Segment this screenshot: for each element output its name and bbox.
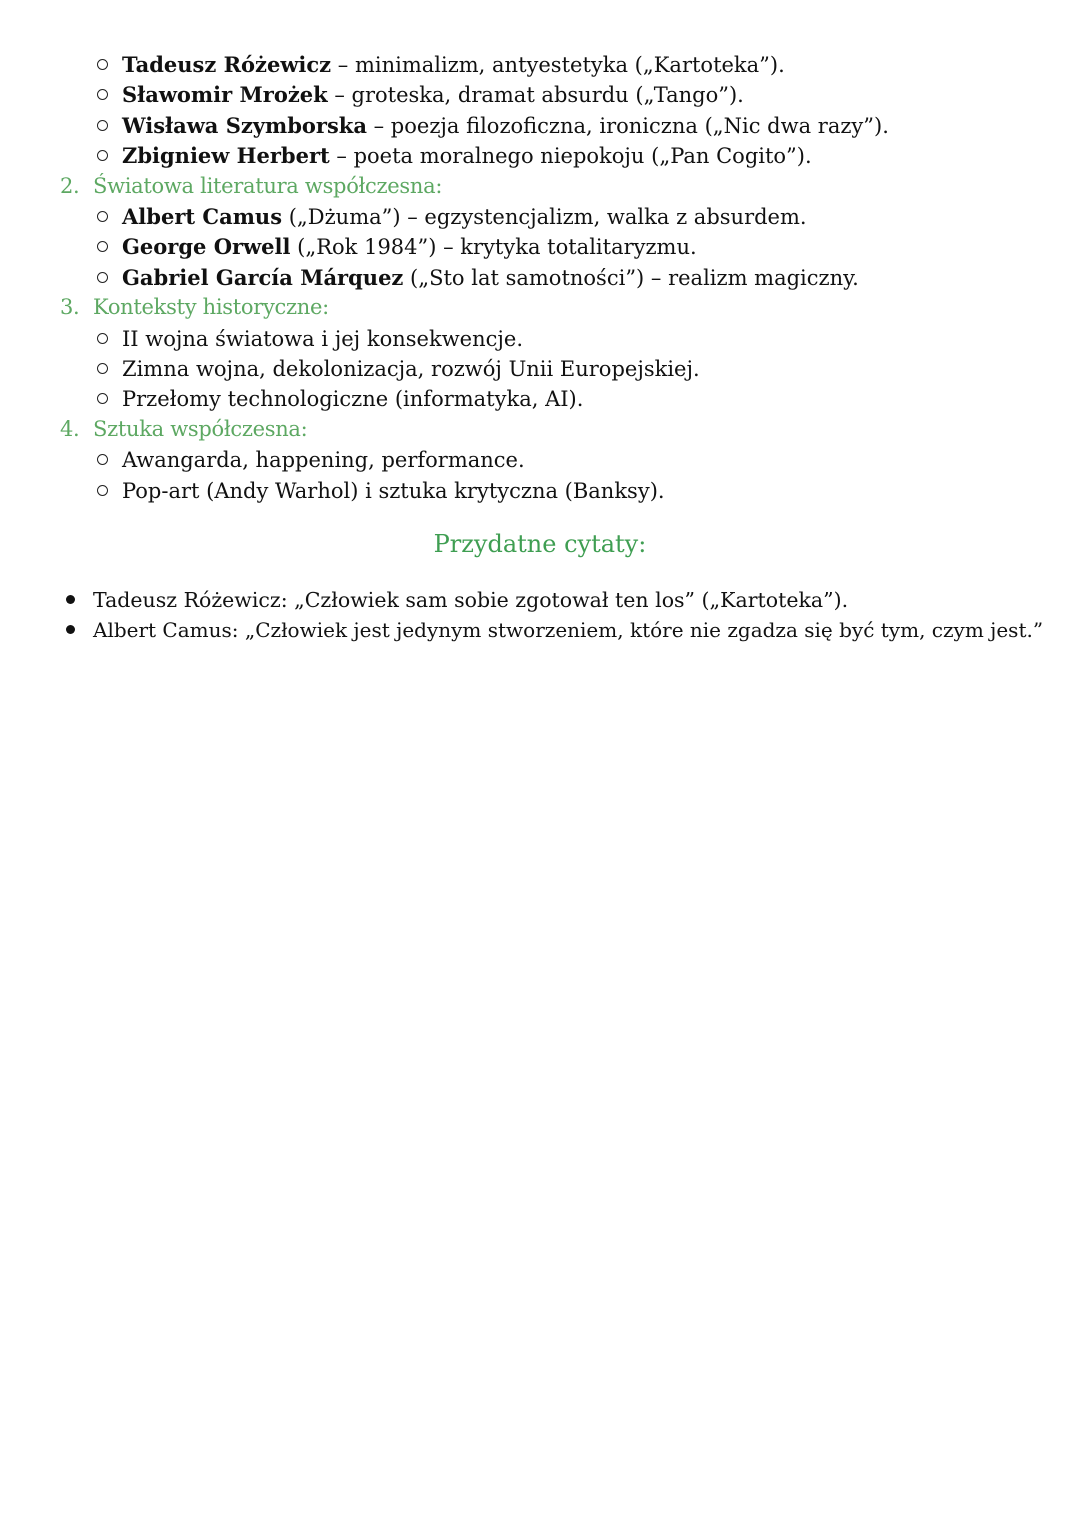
section-number: 4.	[60, 417, 80, 441]
section-number: 2.	[60, 174, 80, 198]
item-text: – groteska, dramat absurdu („Tango”).	[327, 83, 744, 107]
circle-bullet-icon	[97, 211, 108, 222]
circle-bullet-icon	[97, 150, 108, 161]
bullet-icon	[66, 625, 75, 634]
list-item	[97, 141, 812, 171]
list-item	[97, 384, 583, 414]
section-title: Światowa literatura współczesna:	[93, 174, 443, 198]
author-name: Wisława Szymborska	[122, 113, 367, 138]
list-item	[97, 445, 525, 475]
section-heading	[60, 293, 329, 321]
circle-bullet-icon	[97, 454, 108, 465]
author-name: Albert Camus	[122, 204, 283, 229]
circle-bullet-icon	[97, 363, 108, 374]
author-name: Tadeusz Różewicz	[122, 52, 332, 77]
list-item	[97, 232, 697, 262]
author-name: Gabriel García Márquez	[122, 265, 404, 290]
circle-bullet-icon	[97, 333, 108, 344]
item-text: – minimalizm, antyestetyka („Kartoteka”).	[331, 53, 785, 77]
list-item	[97, 263, 859, 293]
section-title: Sztuka współczesna:	[93, 417, 308, 441]
quote-item	[66, 585, 848, 615]
circle-bullet-icon	[97, 241, 108, 252]
item-text: Awangarda, happening, performance.	[122, 448, 525, 472]
circle-bullet-icon	[97, 393, 108, 404]
item-text: II wojna światowa i jej konsekwencje.	[122, 327, 523, 351]
section-title: Konteksty historyczne:	[93, 295, 329, 319]
bullet-icon	[66, 595, 75, 604]
quote-item	[66, 615, 1043, 645]
circle-bullet-icon	[97, 272, 108, 283]
circle-bullet-icon	[97, 59, 108, 70]
circle-bullet-icon	[97, 485, 108, 496]
item-text: Pop-art (Andy Warhol) i sztuka krytyczna (Banksy).	[122, 479, 665, 503]
author-name: George Orwell	[122, 234, 291, 259]
list-item	[97, 111, 889, 141]
author-name: Sławomir Mrożek	[122, 82, 328, 107]
item-text: („Dżuma”) – egzystencjalizm, walka z absurdem.	[282, 205, 807, 229]
list-item	[97, 354, 700, 384]
list-item	[97, 80, 744, 110]
item-text: („Rok 1984”) – krytyka totalitaryzmu.	[290, 235, 697, 259]
quotes-title: Przydatne cytaty:	[433, 530, 647, 558]
section-heading	[60, 172, 442, 200]
quote-text: Tadeusz Różewicz: „Człowiek sam sobie zgotował ten los” („Kartoteka”).	[93, 588, 849, 612]
section-number: 3.	[60, 295, 80, 319]
list-item	[97, 476, 665, 506]
item-text: – poezja filozoficzna, ironiczna („Nic dwa razy”).	[366, 114, 889, 138]
circle-bullet-icon	[97, 89, 108, 100]
author-name: Zbigniew Herbert	[122, 143, 330, 168]
item-text: („Sto lat samotności”) – realizm magiczny.	[403, 266, 859, 290]
section-heading	[60, 415, 307, 443]
list-item	[97, 50, 785, 80]
item-text: Zimna wojna, dekolonizacja, rozwój Unii Europejskiej.	[122, 357, 700, 381]
list-item	[97, 202, 807, 232]
quote-text: Albert Camus: „Człowiek jest jedynym stworzeniem, które nie zgadza się być tym, czym jest.”	[93, 618, 1044, 642]
item-text: – poeta moralnego niepokoju („Pan Cogito”).	[329, 144, 812, 168]
item-text: Przełomy technologiczne (informatyka, AI).	[122, 387, 584, 411]
circle-bullet-icon	[97, 120, 108, 131]
list-item	[97, 324, 523, 354]
